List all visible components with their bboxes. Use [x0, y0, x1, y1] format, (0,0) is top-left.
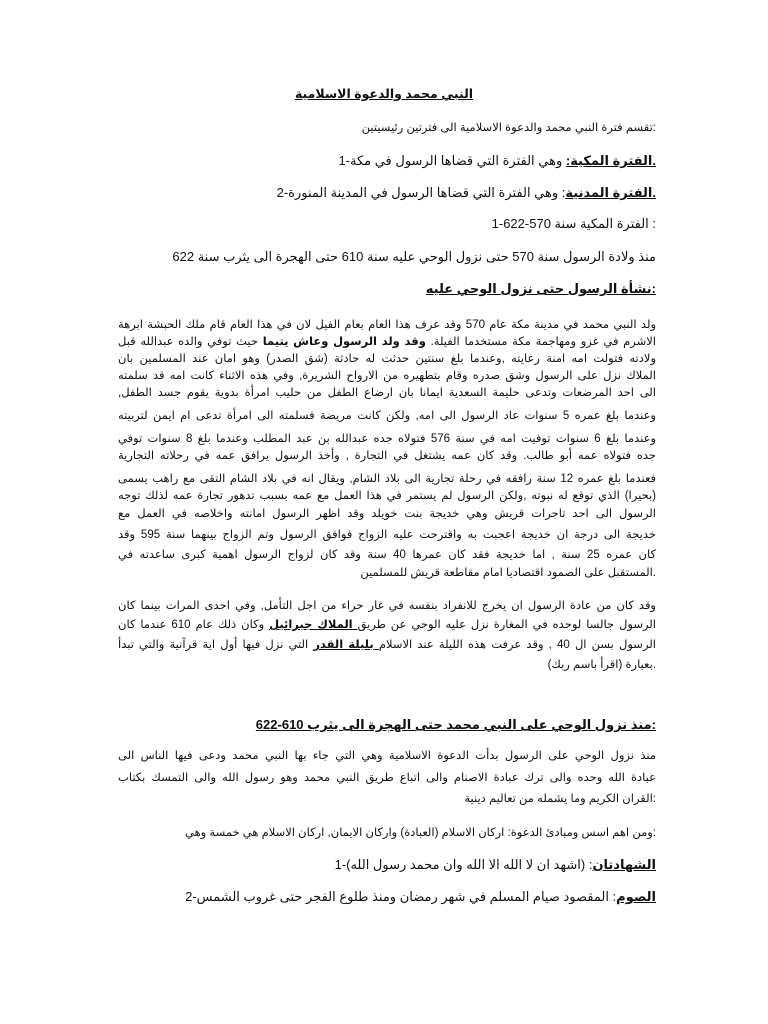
- birth-to-hijra: منذ ولادة الرسول سنة 570 حتى نزول الوحي عليه سنة 610 حتى الهجرة الى يثرب سنة 622: [172, 249, 656, 264]
- p1-line: .المستقبل على الصمود اقتصاديا امام مقاطعة قريش للمسلمين: [360, 567, 656, 579]
- period-makki-label: .الفترة المكية:: [565, 153, 656, 168]
- p1-line-text: حيث توفي والده عبدالله قبل: [118, 336, 263, 348]
- p2-line-text: الرسول بسن ال 40 , وقد عرفت هذه الليلة عند الاسلام: [378, 639, 656, 651]
- section-heading-prophet-upbringing: :نشأة الرسول حتى نزول الوحي عليه: [425, 281, 656, 296]
- p1-line: كان عمره 25 سنة , اما خديجة فقد كان عمرها 40 سنة وقد كان لزواج الرسول اهمية كبرى ساعدته في: [118, 549, 656, 561]
- p1-line: الملاك نزل على الرسول وشق صدره وقام بتطهيره من الارواح الشريرة, وفي هذه الاثناء كانت امه قد سلمته: [118, 370, 656, 382]
- p2-angel-gabriel: الملاك جبرائيل: [269, 619, 358, 631]
- p1-line: ولادته فتولت امه امنة رعايته ,وعندما بلغ سنتين حدثت له حادثة (شق الصدر) وهو امان عند المسلمين بان: [118, 353, 656, 365]
- p2-line: [118, 638, 656, 652]
- pillar-fasting: [185, 890, 656, 904]
- p1-bold-orphan-phrase: وقد ولد الرسول وعاش يتيما: [262, 336, 431, 348]
- makki-years: : الفترة المكية سنة 570-622-1: [491, 216, 656, 231]
- p1-line: (بحيرا) الذي توقع له نبوته ,ولكن الرسول لم يستمر في هذا العمل مع عمه بسبب تدهور تجارة عمه لذلك توجه: [118, 490, 656, 502]
- p1-line: جده فتولاه عمه أبو طالب. وقد كان عمه يشتغل في التجارة , وأخذ الرسول يرافق عمه في رحلاته التجارية: [118, 450, 656, 462]
- p1-line-text: الاشرم في غزو ومهاجمة مكة مستخدما الفيلة.: [430, 336, 657, 348]
- p3-line: عبادة الله وحده والى ترك عبادة الاصنام والى اتباع طريق النبي محمد وهو رسول الله والى التمسك بكتاب: [118, 772, 656, 784]
- pillar-fasting-label: الصوم: [616, 889, 656, 904]
- pillar-shahada: [335, 858, 656, 872]
- pillars-intro: :ومن اهم اسس ومبادئ الدعوة: اركان الاسلام (العبادة) واركان الايمان, اركان الاسلام هي خمسة وهي: [185, 827, 656, 839]
- period-makki-text: وهي الفترة التي قضاها الرسول في مكة-1: [338, 153, 566, 168]
- pillar-fasting-text: : المقصود صيام المسلم في شهر رمضان ومنذ طلوع الفجر حتى غروب الشمس-2: [185, 889, 617, 904]
- p1-line: الرسول الى احد تاجرات قريش وهي خديجة بنت خويلد وقد اظهر الرسول امانته واخلاصه في العمل مع: [118, 508, 656, 520]
- p2-line: .بعبارة (اقرأ باسم ربك): [547, 659, 656, 671]
- p2-line: [118, 618, 656, 632]
- p2-line-text: الرسول جالسا لوحده في المغارة نزل عليه الوحي عن طريق: [357, 619, 656, 631]
- page-title: النبي محمد والدعوة الاسلامية: [294, 87, 474, 101]
- pillar-shahada-text: : (اشهد ان لا الله الا الله وان محمد رسول الله)-1: [334, 857, 593, 872]
- p1-line: وعندما بلغ 6 سنوات توفيت امه في سنة 576 فتولاه جده عبدالله بن عبد المطلب وعندما بلغ 8 سنوات توفي: [118, 433, 657, 445]
- p1-line: الى احد المرضعات وتدعى حليمة السعدية ايمانا بان ارضاع الطفل من حليب امرأة بدوية يقوم جسد الطفل,: [118, 387, 656, 399]
- intro-line: :تقسم فترة النبي محمد والدعوة الاسلامية الى فترتين رئيسيتين: [361, 122, 656, 134]
- p2-line-text: التي نزل فيها أول اية قرآنية والتي تبدأ: [118, 639, 314, 651]
- p3-line: منذ نزول الوحي على الرسول بدأت الدعوة الاسلامية وهي التي جاء بها النبي محمد ودعى فيها الناس الى: [118, 750, 656, 762]
- p2-laylat-al-qadr: بليلة القدر: [313, 639, 379, 651]
- period-madani: [277, 186, 656, 200]
- p1-line: [118, 335, 656, 349]
- p2-line: وقد كان من عادة الرسول ان يخرج للانفراد بنفسه في غار حراء من اجل التأمل, وفي احدى المرات بينما كان: [118, 600, 656, 612]
- p1-line: ولد النبي محمد في مدينة مكة عام 570 وقد عرف هذا العام بعام الفيل لان في هذا العام قام ملك الحبشة ابرهة: [118, 319, 657, 331]
- period-madani-label: .الفترة المدنية: [565, 185, 656, 200]
- p1-line: خديجة الى درجة ان خديجة اعجبت به واقترحت عليه الزواج فوافق الرسول وتم الزواج بينهما سنة 595 وقد: [118, 529, 656, 541]
- p2-line-text: وكان ذلك عام 610 عندما كان: [118, 619, 270, 631]
- section-heading-revelation-to-hijra: :منذ نزول الوحي على النبي محمد حتى الهجرة الى يثرب 610-622: [255, 717, 656, 732]
- p1-line: وعندما بلغ عمره 5 سنوات عاد الرسول الى امه, ولكن كانت مريضة فسلمته الى امرأة تدعى ام ايمن لتربيته: [118, 410, 656, 422]
- pillar-shahada-label: الشهادتان: [592, 857, 656, 872]
- period-makki: [338, 154, 656, 168]
- p1-line: فعندما بلغ عمره 12 سنة رافقه في رحلة تجارية الى بلاد الشام, ويقال انه في بلاد الشام التقى مع راهب يسمى: [118, 473, 656, 485]
- p3-line: :القران الكريم وما يشمله من تعاليم دينية: [464, 793, 656, 805]
- period-madani-text: : وهي الفترة التي قضاها الرسول في المدينة المنورة-2: [276, 185, 566, 200]
